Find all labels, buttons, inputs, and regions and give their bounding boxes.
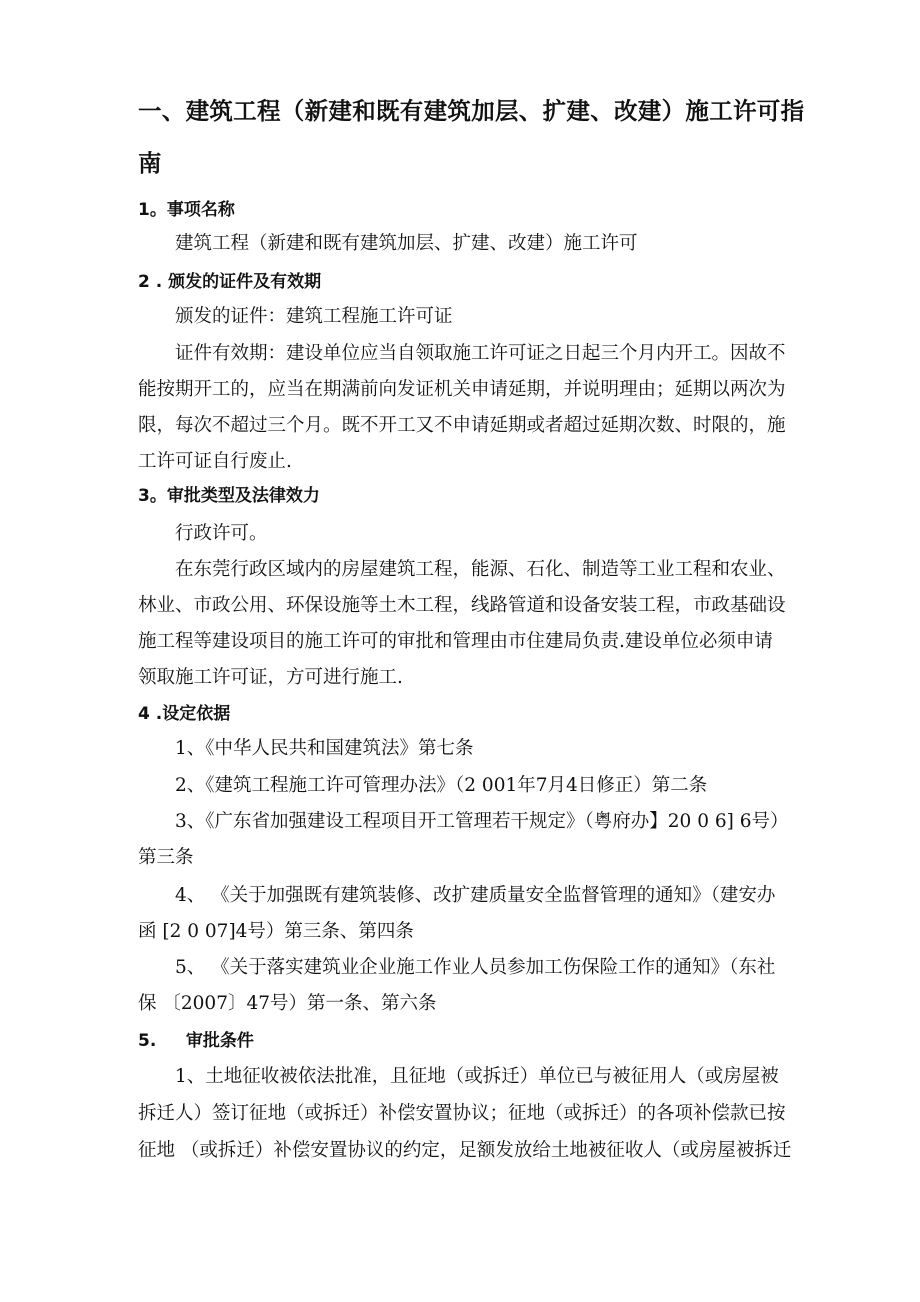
section-heading-legal-basis: 4 .设定依据 <box>138 704 231 724</box>
paragraph-line: 保 〔2007〕47号）第一条、第六条 <box>138 993 437 1014</box>
paragraph-line: 领取施工许可证，方可进行施工. <box>138 667 403 688</box>
paragraph-line: 征地 （或拆迁）补偿安置协议的约定，足额发放给土地被征收人（或房屋被拆迁 <box>138 1140 792 1161</box>
paragraph-line: 行政许可。 <box>175 523 268 544</box>
paragraph-line: 在东莞行政区域内的房屋建筑工程，能源、石化、制造等工业工程和农业、 <box>175 559 786 580</box>
paragraph-line: 颁发的证件：建筑工程施工许可证 <box>175 306 453 327</box>
section-heading-approval-conditions: 5. 审批条件 <box>138 1031 254 1051</box>
paragraph-line: 1、《中华人民共和国建筑法》第七条 <box>175 738 474 759</box>
paragraph-line: 限，每次不超过三个月。既不开工又不申请延期或者超过延期次数、时限的，施 <box>138 415 786 436</box>
paragraph-line: 工许可证自行废止. <box>138 451 292 472</box>
paragraph-line: 施工程等建设项目的施工许可的审批和管理由市住建局负责.建设单位必须申请 <box>138 631 773 652</box>
paragraph-line: 拆迁人）签订征地（或拆迁）补偿安置协议；征地（或拆迁）的各项补偿款已按 <box>138 1103 786 1124</box>
section-heading-item-name: 1。事项名称 <box>138 200 235 220</box>
paragraph-line: 5、 《关于落实建筑业企业施工作业人员参加工伤保险工作的通知》（东社 <box>175 957 776 978</box>
paragraph-line: 林业、市政公用、环保设施等土木工程，线路管道和设备安装工程，市政基础设 <box>138 595 786 616</box>
paragraph-line: 能按期开工的，应当在期满前向发证机关申请延期，并说明理由；延期以两次为 <box>138 379 786 400</box>
document-title-continued: 南 <box>138 149 162 177</box>
paragraph-line: 证件有效期：建设单位应当自领取施工许可证之日起三个月内开工。因故不 <box>175 343 786 364</box>
paragraph-line: 4、 《关于加强既有建筑装修、改扩建质量安全监督管理的通知》（建安办 <box>175 885 776 906</box>
document-title: 一、建筑工程（新建和既有建筑加层、扩建、改建）施工许可指 <box>138 97 805 125</box>
paragraph-line: 1、土地征收被依法批准，且征地（或拆迁）单位已与被征用人（或房屋被 <box>175 1066 779 1087</box>
paragraph-line: 建筑工程（新建和既有建筑加层、扩建、改建）施工许可 <box>175 233 638 254</box>
paragraph-line: 3、《广东省加强建设工程项目开工管理若干规定》（粤府办】20 0 6] 6号） <box>175 811 789 832</box>
paragraph-line: 函 [2 0 07]4号）第三条、第四条 <box>138 921 414 942</box>
section-heading-certificate: 2 . 颁发的证件及有效期 <box>138 272 322 292</box>
paragraph-line: 2、《建筑工程施工许可管理办法》（2 001年7月4日修正）第二条 <box>175 775 708 796</box>
section-heading-approval-type: 3。审批类型及法律效力 <box>138 486 320 506</box>
paragraph-line: 第三条 <box>138 847 194 868</box>
